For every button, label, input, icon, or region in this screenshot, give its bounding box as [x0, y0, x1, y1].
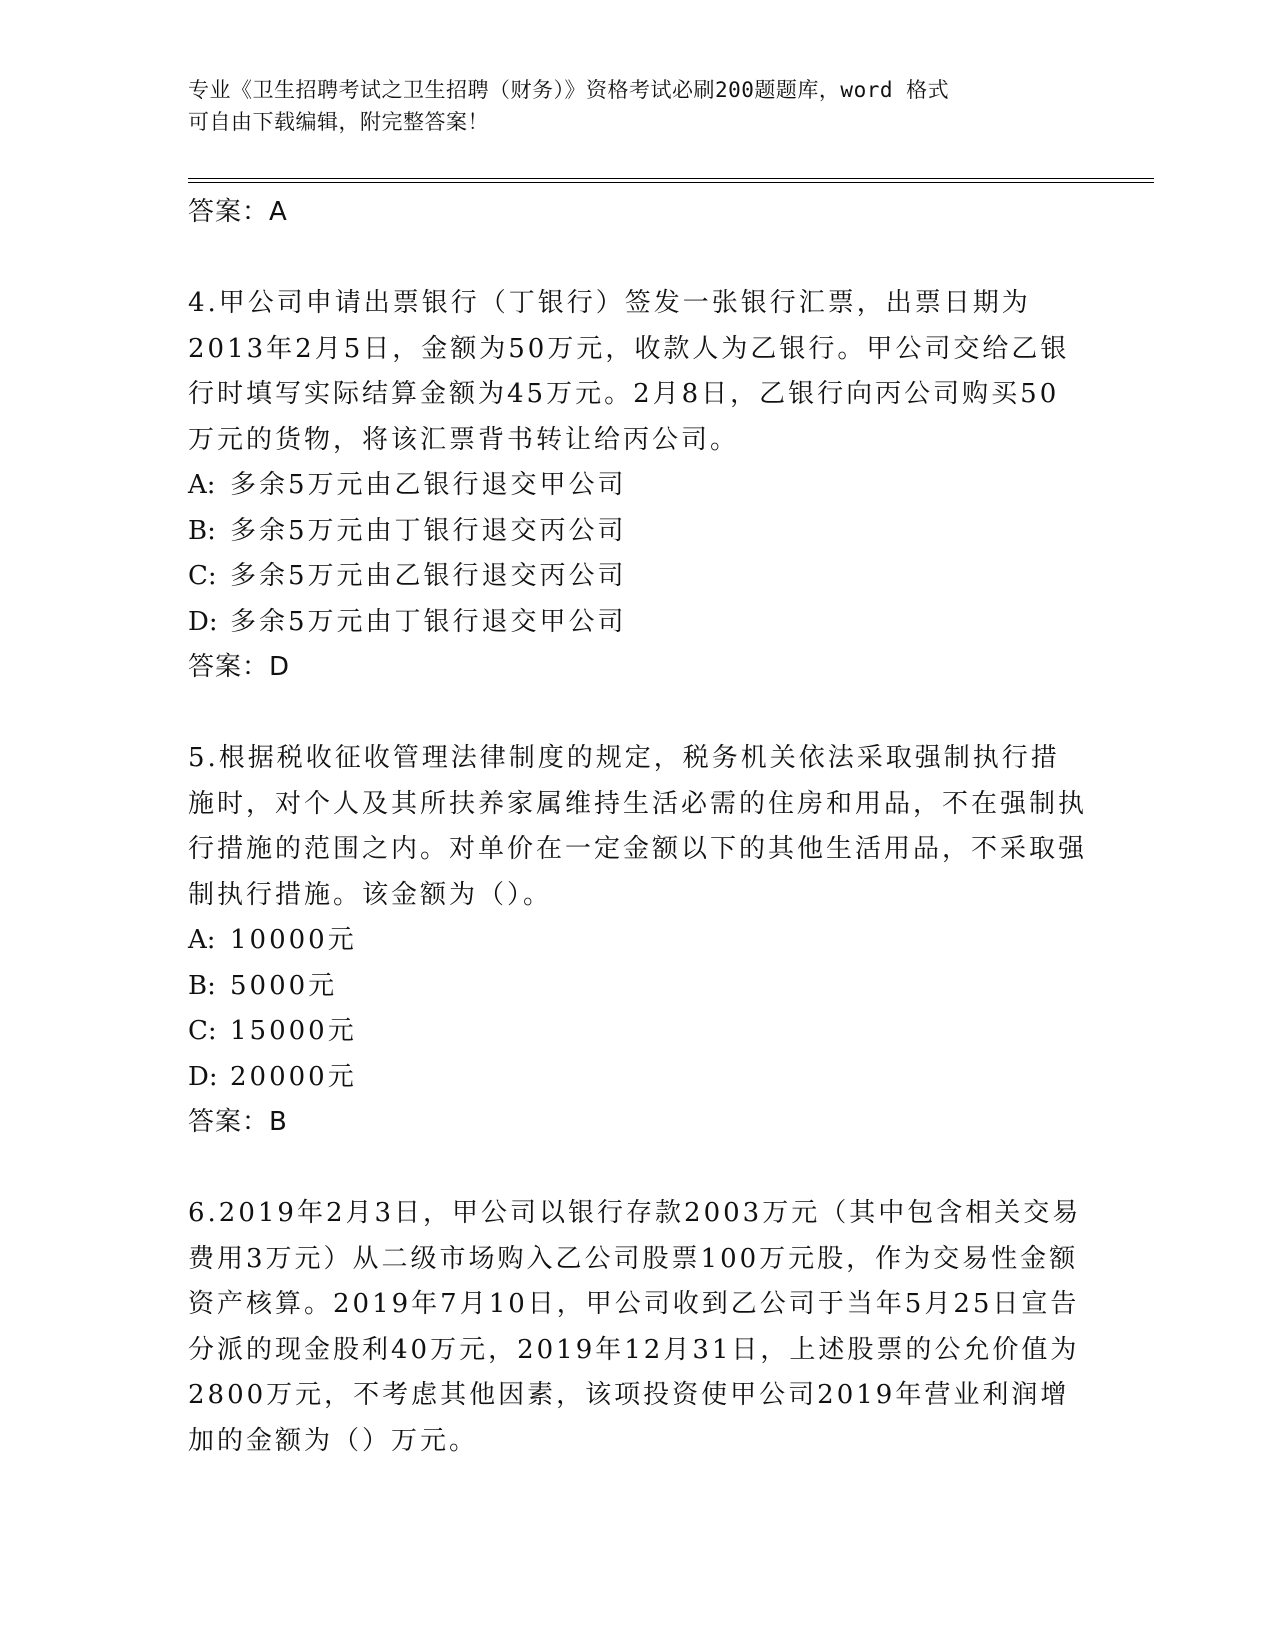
- question-6-stem: 6.2019年2月3日，甲公司以银行存款2003万元（其中包含相关交易费用3万元）从二级市场购入乙公司股票100万元股，作为交易性金额资产核算。2019年7月10日，甲公司收到乙公司于当年5月25日宣告分派的现金股利40万元，2019年12月31日，上述股票的公允价值为2800万元，不考虑其他因素，该项投资使甲公司2019年营业利润增加的金额为（）万元。: [188, 1198, 1082, 1456]
- blank-line: [188, 691, 1088, 737]
- question-6: [188, 1191, 1088, 1464]
- question-4: [188, 281, 1088, 691]
- option-letter: D:: [188, 1061, 218, 1092]
- question-4-answer: 答案：D: [188, 652, 291, 682]
- option-letter: C:: [188, 1016, 217, 1046]
- answer-previous-question: 答案：A: [188, 197, 288, 227]
- question-4-option-d: [188, 600, 1088, 646]
- option-text: 多余5万元由丁银行退交丙公司: [230, 515, 627, 546]
- option-text: 15000元: [230, 1016, 357, 1046]
- page-header: [188, 74, 1068, 138]
- question-4-option-c: [188, 554, 1088, 600]
- document-body: [188, 190, 1088, 1464]
- header-title-line-2: 可自由下载编辑，附完整答案！: [188, 110, 489, 134]
- question-5-option-d: [188, 1055, 1088, 1101]
- question-4-option-b: [188, 509, 1088, 555]
- question-5-stem: 5.根据税收征收管理法律制度的规定，税务机关依法采取强制执行措施时，对个人及其所扶养家属维持生活必需的住房和用品，不在强制执行措施的范围之内。对单价在一定金额以下的其他生活用品，不采取强制执行措施。该金额为（）。: [188, 743, 1088, 910]
- question-5-option-a: [188, 918, 1088, 964]
- option-text: 10000元: [230, 925, 357, 955]
- blank-line: [188, 236, 1088, 282]
- question-5-option-c: [188, 1009, 1088, 1055]
- question-5-answer: 答案：B: [188, 1107, 288, 1137]
- option-letter: B:: [188, 515, 216, 546]
- option-letter: A:: [188, 925, 216, 955]
- option-letter: D:: [188, 606, 218, 637]
- question-5: [188, 736, 1088, 1146]
- question-4-stem: 4.甲公司申请出票银行（丁银行）签发一张银行汇票，出票日期为2013年2月5日，金额为50万元，收款人为乙银行。甲公司交给乙银行时填写实际结算金额为45万元。2月8日，乙银行向丙公司购买50万元的货物，将该汇票背书转让给丙公司。: [188, 288, 1070, 455]
- question-5-option-b: [188, 964, 1088, 1010]
- option-text: 多余5万元由乙银行退交丙公司: [230, 561, 627, 591]
- option-text: 5000元: [230, 970, 338, 1001]
- blank-line: [188, 1146, 1088, 1192]
- header-divider: [188, 178, 1154, 183]
- option-letter: A:: [188, 470, 216, 500]
- option-letter: C:: [188, 561, 217, 591]
- option-text: 20000元: [230, 1061, 357, 1092]
- option-text: 多余5万元由乙银行退交甲公司: [230, 470, 627, 500]
- option-text: 多余5万元由丁银行退交甲公司: [230, 606, 627, 637]
- question-4-option-a: [188, 463, 1088, 509]
- header-title-line-1: 专业《卫生招聘考试之卫生招聘（财务）》资格考试必刷200题题库，word 格式: [188, 78, 950, 102]
- option-letter: B:: [188, 970, 216, 1001]
